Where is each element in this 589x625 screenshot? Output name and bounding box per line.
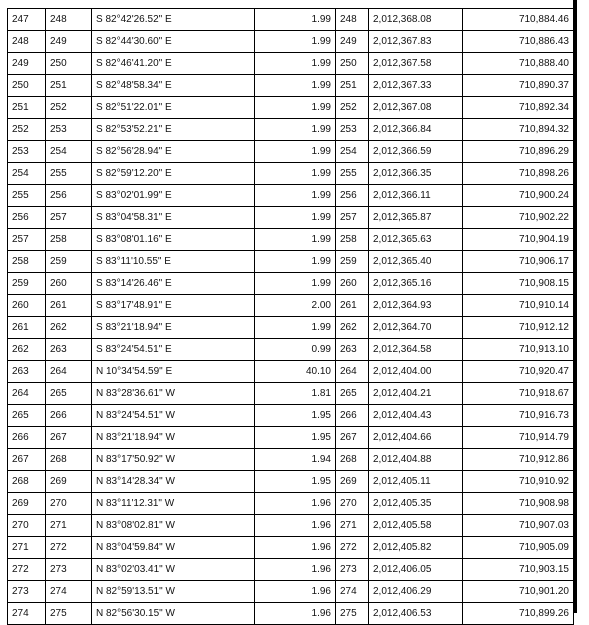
bearing-cell: N 83°14'28.34" W <box>92 471 255 493</box>
distance-cell: 1.99 <box>255 141 336 163</box>
table-row <box>8 141 574 163</box>
distance-cell: 1.99 <box>255 273 336 295</box>
distance-cell: 1.99 <box>255 53 336 75</box>
easting-cell: 710,910.14 <box>463 295 574 317</box>
easting-cell: 710,907.03 <box>463 515 574 537</box>
bearing-cell: N 10°34'54.59" E <box>92 361 255 383</box>
distance-cell: 1.99 <box>255 119 336 141</box>
table-row <box>8 537 574 559</box>
from-station-cell: 265 <box>8 405 46 427</box>
point-cell: 254 <box>336 141 369 163</box>
easting-cell: 710,899.26 <box>463 603 574 625</box>
to-station-cell: 256 <box>46 185 92 207</box>
northing-cell: 2,012,367.58 <box>369 53 463 75</box>
to-station-cell: 275 <box>46 603 92 625</box>
easting-cell: 710,912.86 <box>463 449 574 471</box>
from-station-cell: 255 <box>8 185 46 207</box>
page-edge-bar <box>573 0 577 613</box>
easting-cell: 710,905.09 <box>463 537 574 559</box>
easting-cell: 710,896.29 <box>463 141 574 163</box>
easting-cell: 710,918.67 <box>463 383 574 405</box>
northing-cell: 2,012,404.21 <box>369 383 463 405</box>
bearing-cell: S 83°17'48.91" E <box>92 295 255 317</box>
to-station-cell: 250 <box>46 53 92 75</box>
northing-cell: 2,012,364.70 <box>369 317 463 339</box>
to-station-cell: 261 <box>46 295 92 317</box>
point-cell: 253 <box>336 119 369 141</box>
table-row <box>8 75 574 97</box>
point-cell: 267 <box>336 427 369 449</box>
from-station-cell: 274 <box>8 603 46 625</box>
bearing-cell: S 82°59'12.20" E <box>92 163 255 185</box>
point-cell: 260 <box>336 273 369 295</box>
table-row <box>8 53 574 75</box>
to-station-cell: 266 <box>46 405 92 427</box>
northing-cell: 2,012,364.93 <box>369 295 463 317</box>
to-station-cell: 262 <box>46 317 92 339</box>
point-cell: 252 <box>336 97 369 119</box>
table-row <box>8 515 574 537</box>
easting-cell: 710,892.34 <box>463 97 574 119</box>
distance-cell: 1.99 <box>255 317 336 339</box>
table-row <box>8 207 574 229</box>
bearing-cell: S 83°11'10.55" E <box>92 251 255 273</box>
easting-cell: 710,888.40 <box>463 53 574 75</box>
table-row <box>8 9 574 31</box>
bearing-cell: S 83°08'01.16" E <box>92 229 255 251</box>
from-station-cell: 250 <box>8 75 46 97</box>
easting-cell: 710,914.79 <box>463 427 574 449</box>
point-cell: 265 <box>336 383 369 405</box>
distance-cell: 1.96 <box>255 581 336 603</box>
bearing-cell: S 83°24'54.51" E <box>92 339 255 361</box>
easting-cell: 710,902.22 <box>463 207 574 229</box>
easting-cell: 710,913.10 <box>463 339 574 361</box>
table-row <box>8 383 574 405</box>
to-station-cell: 269 <box>46 471 92 493</box>
survey-table <box>7 8 574 625</box>
from-station-cell: 264 <box>8 383 46 405</box>
point-cell: 259 <box>336 251 369 273</box>
distance-cell: 1.99 <box>255 9 336 31</box>
easting-cell: 710,903.15 <box>463 559 574 581</box>
bearing-cell: N 83°02'03.41" W <box>92 559 255 581</box>
easting-cell: 710,900.24 <box>463 185 574 207</box>
to-station-cell: 267 <box>46 427 92 449</box>
point-cell: 270 <box>336 493 369 515</box>
northing-cell: 2,012,366.84 <box>369 119 463 141</box>
distance-cell: 1.99 <box>255 207 336 229</box>
table-row <box>8 603 574 625</box>
distance-cell: 1.96 <box>255 537 336 559</box>
to-station-cell: 254 <box>46 141 92 163</box>
bearing-cell: N 82°56'30.15" W <box>92 603 255 625</box>
easting-cell: 710,886.43 <box>463 31 574 53</box>
from-station-cell: 252 <box>8 119 46 141</box>
northing-cell: 2,012,406.29 <box>369 581 463 603</box>
distance-cell: 1.99 <box>255 229 336 251</box>
from-station-cell: 271 <box>8 537 46 559</box>
table-row <box>8 119 574 141</box>
northing-cell: 2,012,405.35 <box>369 493 463 515</box>
bearing-cell: S 82°56'28.94" E <box>92 141 255 163</box>
from-station-cell: 268 <box>8 471 46 493</box>
northing-cell: 2,012,364.58 <box>369 339 463 361</box>
bearing-cell: S 83°14'26.46" E <box>92 273 255 295</box>
northing-cell: 2,012,404.43 <box>369 405 463 427</box>
easting-cell: 710,890.37 <box>463 75 574 97</box>
table-row <box>8 295 574 317</box>
table-row <box>8 339 574 361</box>
northing-cell: 2,012,404.66 <box>369 427 463 449</box>
from-station-cell: 256 <box>8 207 46 229</box>
from-station-cell: 261 <box>8 317 46 339</box>
bearing-cell: S 82°51'22.01" E <box>92 97 255 119</box>
table-row <box>8 493 574 515</box>
northing-cell: 2,012,406.05 <box>369 559 463 581</box>
northing-cell: 2,012,405.82 <box>369 537 463 559</box>
distance-cell: 1.96 <box>255 603 336 625</box>
point-cell: 262 <box>336 317 369 339</box>
from-station-cell: 247 <box>8 9 46 31</box>
survey-table-body <box>8 9 574 625</box>
bearing-cell: N 83°21'18.94" W <box>92 427 255 449</box>
from-station-cell: 267 <box>8 449 46 471</box>
northing-cell: 2,012,366.11 <box>369 185 463 207</box>
table-row <box>8 273 574 295</box>
bearing-cell: S 82°48'58.34" E <box>92 75 255 97</box>
northing-cell: 2,012,366.59 <box>369 141 463 163</box>
distance-cell: 1.94 <box>255 449 336 471</box>
from-station-cell: 269 <box>8 493 46 515</box>
to-station-cell: 263 <box>46 339 92 361</box>
northing-cell: 2,012,367.83 <box>369 31 463 53</box>
bearing-cell: S 82°44'30.60" E <box>92 31 255 53</box>
point-cell: 257 <box>336 207 369 229</box>
table-row <box>8 185 574 207</box>
easting-cell: 710,910.92 <box>463 471 574 493</box>
distance-cell: 1.96 <box>255 559 336 581</box>
point-cell: 272 <box>336 537 369 559</box>
to-station-cell: 259 <box>46 251 92 273</box>
distance-cell: 1.96 <box>255 493 336 515</box>
table-row <box>8 317 574 339</box>
bearing-cell: S 82°46'41.20" E <box>92 53 255 75</box>
distance-cell: 0.99 <box>255 339 336 361</box>
bearing-cell: N 83°28'36.61" W <box>92 383 255 405</box>
to-station-cell: 274 <box>46 581 92 603</box>
from-station-cell: 248 <box>8 31 46 53</box>
table-row <box>8 427 574 449</box>
table-row <box>8 163 574 185</box>
point-cell: 268 <box>336 449 369 471</box>
bearing-cell: S 83°02'01.99" E <box>92 185 255 207</box>
point-cell: 275 <box>336 603 369 625</box>
point-cell: 258 <box>336 229 369 251</box>
table-row <box>8 581 574 603</box>
distance-cell: 1.96 <box>255 515 336 537</box>
bearing-cell: N 83°17'50.92" W <box>92 449 255 471</box>
northing-cell: 2,012,367.33 <box>369 75 463 97</box>
from-station-cell: 262 <box>8 339 46 361</box>
easting-cell: 710,908.15 <box>463 273 574 295</box>
easting-cell: 710,901.20 <box>463 581 574 603</box>
distance-cell: 1.99 <box>255 185 336 207</box>
distance-cell: 1.99 <box>255 163 336 185</box>
point-cell: 269 <box>336 471 369 493</box>
bearing-cell: S 82°53'52.21" E <box>92 119 255 141</box>
to-station-cell: 249 <box>46 31 92 53</box>
northing-cell: 2,012,365.40 <box>369 251 463 273</box>
distance-cell: 1.99 <box>255 97 336 119</box>
table-row <box>8 405 574 427</box>
northing-cell: 2,012,406.53 <box>369 603 463 625</box>
easting-cell: 710,894.32 <box>463 119 574 141</box>
northing-cell: 2,012,366.35 <box>369 163 463 185</box>
northing-cell: 2,012,404.88 <box>369 449 463 471</box>
from-station-cell: 249 <box>8 53 46 75</box>
to-station-cell: 265 <box>46 383 92 405</box>
northing-cell: 2,012,404.00 <box>369 361 463 383</box>
from-station-cell: 254 <box>8 163 46 185</box>
from-station-cell: 253 <box>8 141 46 163</box>
point-cell: 261 <box>336 295 369 317</box>
to-station-cell: 264 <box>46 361 92 383</box>
to-station-cell: 270 <box>46 493 92 515</box>
point-cell: 271 <box>336 515 369 537</box>
from-station-cell: 260 <box>8 295 46 317</box>
to-station-cell: 260 <box>46 273 92 295</box>
from-station-cell: 259 <box>8 273 46 295</box>
distance-cell: 1.81 <box>255 383 336 405</box>
easting-cell: 710,884.46 <box>463 9 574 31</box>
distance-cell: 1.95 <box>255 471 336 493</box>
to-station-cell: 252 <box>46 97 92 119</box>
table-row <box>8 251 574 273</box>
easting-cell: 710,916.73 <box>463 405 574 427</box>
distance-cell: 40.10 <box>255 361 336 383</box>
point-cell: 266 <box>336 405 369 427</box>
easting-cell: 710,920.47 <box>463 361 574 383</box>
bearing-cell: N 83°11'12.31" W <box>92 493 255 515</box>
to-station-cell: 273 <box>46 559 92 581</box>
from-station-cell: 270 <box>8 515 46 537</box>
point-cell: 248 <box>336 9 369 31</box>
distance-cell: 1.95 <box>255 405 336 427</box>
distance-cell: 1.99 <box>255 251 336 273</box>
bearing-cell: N 83°24'54.51" W <box>92 405 255 427</box>
table-row <box>8 229 574 251</box>
northing-cell: 2,012,368.08 <box>369 9 463 31</box>
table-row <box>8 361 574 383</box>
from-station-cell: 273 <box>8 581 46 603</box>
bearing-cell: N 83°08'02.81" W <box>92 515 255 537</box>
point-cell: 273 <box>336 559 369 581</box>
point-cell: 251 <box>336 75 369 97</box>
northing-cell: 2,012,365.87 <box>369 207 463 229</box>
northing-cell: 2,012,405.58 <box>369 515 463 537</box>
distance-cell: 2.00 <box>255 295 336 317</box>
point-cell: 250 <box>336 53 369 75</box>
bearing-cell: N 83°04'59.84" W <box>92 537 255 559</box>
bearing-cell: S 83°04'58.31" E <box>92 207 255 229</box>
distance-cell: 1.99 <box>255 75 336 97</box>
easting-cell: 710,906.17 <box>463 251 574 273</box>
from-station-cell: 266 <box>8 427 46 449</box>
point-cell: 274 <box>336 581 369 603</box>
point-cell: 263 <box>336 339 369 361</box>
northing-cell: 2,012,405.11 <box>369 471 463 493</box>
bearing-cell: S 82°42'26.52" E <box>92 9 255 31</box>
from-station-cell: 272 <box>8 559 46 581</box>
to-station-cell: 253 <box>46 119 92 141</box>
table-row <box>8 97 574 119</box>
easting-cell: 710,912.12 <box>463 317 574 339</box>
easting-cell: 710,898.26 <box>463 163 574 185</box>
to-station-cell: 257 <box>46 207 92 229</box>
table-row <box>8 449 574 471</box>
to-station-cell: 258 <box>46 229 92 251</box>
to-station-cell: 248 <box>46 9 92 31</box>
point-cell: 264 <box>336 361 369 383</box>
from-station-cell: 251 <box>8 97 46 119</box>
to-station-cell: 251 <box>46 75 92 97</box>
easting-cell: 710,904.19 <box>463 229 574 251</box>
to-station-cell: 272 <box>46 537 92 559</box>
from-station-cell: 257 <box>8 229 46 251</box>
distance-cell: 1.95 <box>255 427 336 449</box>
point-cell: 256 <box>336 185 369 207</box>
table-row <box>8 31 574 53</box>
table-row <box>8 559 574 581</box>
to-station-cell: 268 <box>46 449 92 471</box>
table-row <box>8 471 574 493</box>
northing-cell: 2,012,365.16 <box>369 273 463 295</box>
bearing-cell: N 82°59'13.51" W <box>92 581 255 603</box>
easting-cell: 710,908.98 <box>463 493 574 515</box>
from-station-cell: 258 <box>8 251 46 273</box>
northing-cell: 2,012,367.08 <box>369 97 463 119</box>
distance-cell: 1.99 <box>255 31 336 53</box>
point-cell: 249 <box>336 31 369 53</box>
from-station-cell: 263 <box>8 361 46 383</box>
to-station-cell: 271 <box>46 515 92 537</box>
to-station-cell: 255 <box>46 163 92 185</box>
bearing-cell: S 83°21'18.94" E <box>92 317 255 339</box>
point-cell: 255 <box>336 163 369 185</box>
northing-cell: 2,012,365.63 <box>369 229 463 251</box>
